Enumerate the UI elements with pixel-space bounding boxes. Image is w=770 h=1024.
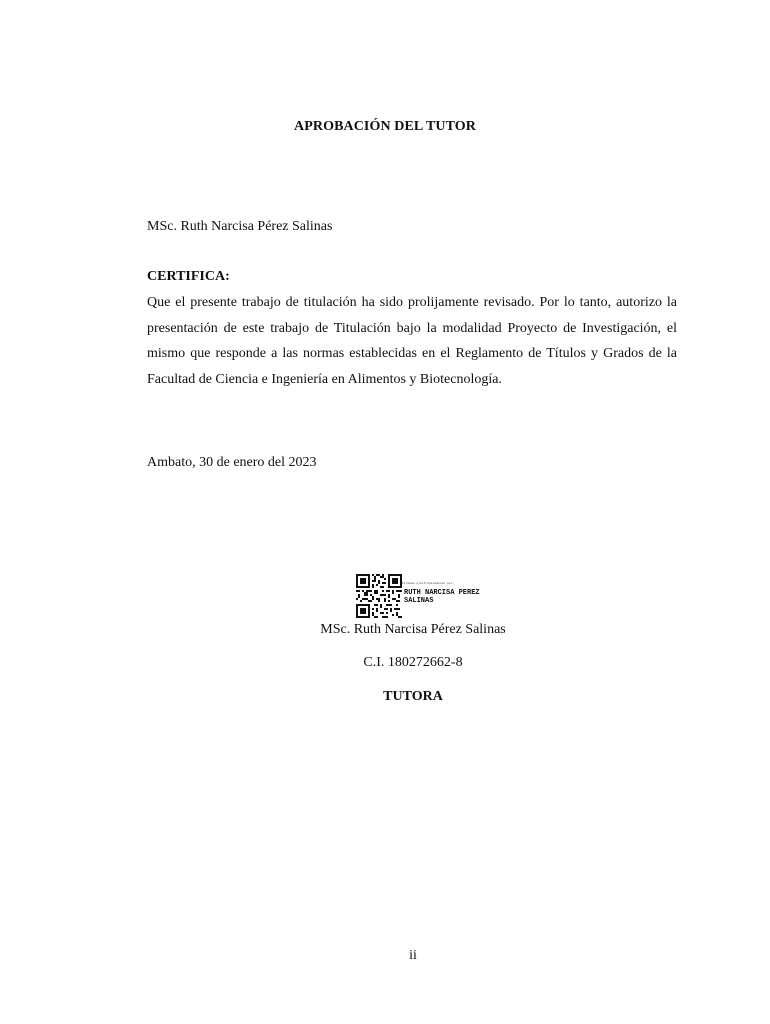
- signature-name: [404, 589, 480, 605]
- author-line: MSc. Ruth Narcisa Pérez Salinas: [147, 219, 333, 234]
- tutor-role: TUTORA: [383, 689, 443, 704]
- certifica-heading: CERTIFICA:: [147, 269, 230, 284]
- page-number: ii: [409, 948, 417, 963]
- certifica-paragraph: Que el presente trabajo de titulación ha sido prolijamente revisado. Por lo tanto, autorizo la presentación de este trabajo de Titulación bajo la modalidad Proyecto de Investigación, el mismo que responde a las normas establecidas en el Reglamento de Títulos y Grados de la Facultad de Ciencia e Ingeniería en Alimentos y Biotecnología.: [147, 295, 677, 387]
- page-title: APROBACIÓN DEL TUTOR: [294, 119, 476, 134]
- qr-code-icon: [356, 574, 402, 618]
- tutor-id-number: C.I. 180272662-8: [363, 655, 463, 670]
- signature-name-line-1: RUTH NARCISA PEREZ: [404, 589, 480, 597]
- tutor-name: MSc. Ruth Narcisa Pérez Salinas: [320, 622, 506, 637]
- date-line: Ambato, 30 de enero del 2023: [147, 455, 317, 470]
- signature-caption: Firmado electrónicamente por:: [402, 582, 455, 585]
- electronic-signature: [356, 574, 516, 620]
- signature-name-line-2: SALINAS: [404, 597, 434, 605]
